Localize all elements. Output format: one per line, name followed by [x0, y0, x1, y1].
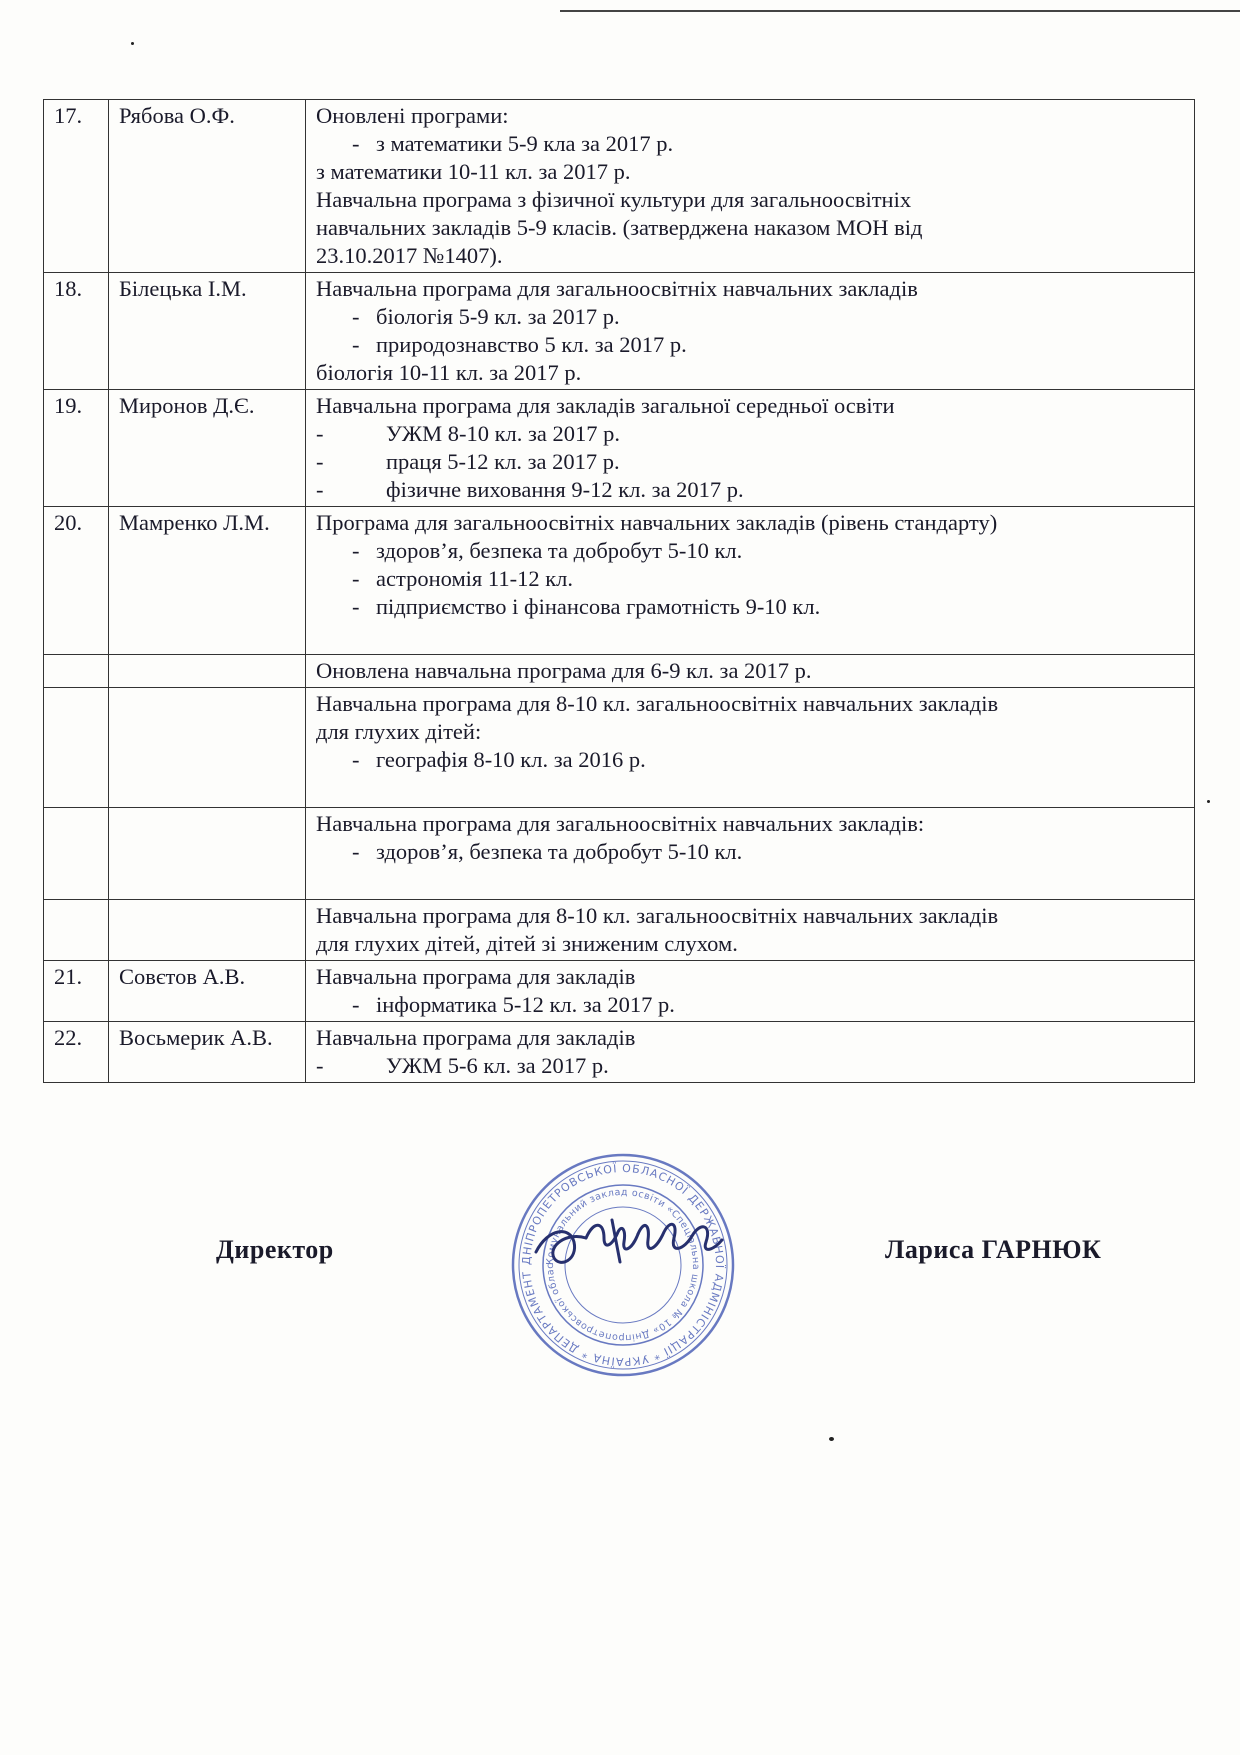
- program-cell: [306, 900, 1195, 961]
- row-number: 21.: [44, 961, 109, 1022]
- program-line: Навчальна програма для 8-10 кл. загальноосвітніх навчальних закладів: [316, 903, 999, 928]
- program-line: Навчальна програма з фізичної культури для загальноосвітніх: [316, 187, 912, 212]
- row-number: 20.: [44, 507, 109, 655]
- director-name: Лариса ГАРНЮК: [885, 1235, 1102, 1264]
- row-number: 18.: [44, 273, 109, 390]
- scan-speck: [829, 1437, 834, 1441]
- dash-bullet: -: [316, 449, 324, 474]
- scan-speck: [1207, 800, 1210, 803]
- dash-bullet: -: [352, 131, 360, 156]
- teacher-name: [109, 808, 306, 900]
- list-item-text: природознавство 5 кл. за 2017 р.: [376, 332, 687, 357]
- list-item-text: УЖМ 8-10 кл. за 2017 р.: [386, 421, 620, 446]
- dash-bullet: -: [316, 1053, 324, 1078]
- program-line: Навчальна програма для закладів: [316, 1025, 636, 1050]
- program-list-item: [316, 593, 1188, 621]
- list-item-text: астрономія 11-12 кл.: [376, 566, 573, 591]
- program-line: 23.10.2017 №1407).: [316, 243, 503, 268]
- dash-bullet: -: [352, 747, 360, 772]
- teacher-name: Восьмерик А.В.: [109, 1022, 306, 1083]
- row-number: [44, 688, 109, 808]
- table-row: [44, 100, 1195, 273]
- program-line: для глухих дітей:: [316, 719, 482, 744]
- table-row: [44, 808, 1195, 900]
- program-line: навчальних закладів 5-9 класів. (затверджена наказом МОН від: [316, 215, 923, 240]
- program-line: Програма для загальноосвітніх навчальних закладів (рівень стандарту): [316, 510, 998, 535]
- list-item-text: інформатика 5-12 кл. за 2017 р.: [376, 992, 675, 1017]
- teacher-name: [109, 900, 306, 961]
- table-row: [44, 507, 1195, 655]
- dash-bullet: -: [352, 332, 360, 357]
- program-cell: [306, 1022, 1195, 1083]
- program-cell: [306, 100, 1195, 273]
- stamp-seal-graphic: [508, 1150, 738, 1380]
- table-row: [44, 273, 1195, 390]
- dash-bullet: -: [352, 538, 360, 563]
- row-number: 17.: [44, 100, 109, 273]
- table-row: [44, 390, 1195, 507]
- program-cell: [306, 273, 1195, 390]
- program-list-item: [316, 565, 1188, 593]
- program-list-item: [316, 1052, 1188, 1080]
- table-row: [44, 961, 1195, 1022]
- program-cell: [306, 390, 1195, 507]
- row-number: 22.: [44, 1022, 109, 1083]
- teacher-name: Рябова О.Ф.: [109, 100, 306, 273]
- program-line: Навчальна програма для загальноосвітніх навчальних закладів: [316, 276, 918, 301]
- scan-edge-line: [560, 10, 1240, 12]
- program-line: Оновлена навчальна програма для 6-9 кл. за 2017 р.: [316, 658, 812, 683]
- program-list-item: [316, 746, 1188, 774]
- program-list-item: [316, 991, 1188, 1019]
- row-number: [44, 808, 109, 900]
- program-line: Навчальна програма для закладів: [316, 964, 636, 989]
- program-line: біологія 10-11 кл. за 2017 р.: [316, 360, 582, 385]
- list-item-text: географія 8-10 кл. за 2016 р.: [376, 747, 646, 772]
- row-number: [44, 900, 109, 961]
- program-cell: [306, 961, 1195, 1022]
- scan-speck: [131, 42, 134, 45]
- program-cell: [306, 655, 1195, 688]
- list-item-text: з математики 5-9 кла за 2017 р.: [376, 131, 674, 156]
- list-item-text: праця 5-12 кл. за 2017 р.: [386, 449, 620, 474]
- dash-bullet: -: [352, 992, 360, 1017]
- program-list-item: [316, 420, 1188, 448]
- dash-bullet: -: [352, 566, 360, 591]
- row-number: 19.: [44, 390, 109, 507]
- table-row: [44, 655, 1195, 688]
- list-item-text: фізичне виховання 9-12 кл. за 2017 р.: [386, 477, 744, 502]
- program-cell: [306, 808, 1195, 900]
- list-item-text: біологія 5-9 кл. за 2017 р.: [376, 304, 620, 329]
- teacher-name: [109, 655, 306, 688]
- list-item-text: УЖМ 5-6 кл. за 2017 р.: [386, 1053, 609, 1078]
- dash-bullet: -: [352, 839, 360, 864]
- row-number: [44, 655, 109, 688]
- teacher-name: Миронов Д.Є.: [109, 390, 306, 507]
- program-line: Навчальна програма для закладів загальної середньої освіти: [316, 393, 895, 418]
- program-list-item: [316, 476, 1188, 504]
- teacher-name: Совєтов А.В.: [109, 961, 306, 1022]
- program-line: Оновлені програми:: [316, 103, 509, 128]
- program-line: для глухих дітей, дітей зі зниженим слухом.: [316, 931, 738, 956]
- table-row: [44, 1022, 1195, 1083]
- svg-text:ДНІПРОПЕТРОВСЬКОЇ ОБЛАСНОЇ ДЕР: ДНІПРОПЕТРОВСЬКОЇ ОБЛАСНОЇ ДЕРЖАВНОЇ АДМІНІСТРАЦІЇ * УКРАЇНА * ДЕПАРТАМЕНТ: [519, 1161, 727, 1369]
- program-list-item: [316, 331, 1188, 359]
- list-item-text: підприємство і фінансова грамотність 9-10 кл.: [376, 594, 821, 619]
- teacher-name: Білецька І.М.: [109, 273, 306, 390]
- program-line: Навчальна програма для 8-10 кл. загальноосвітніх навчальних закладів: [316, 691, 999, 716]
- program-line: з математики 10-11 кл. за 2017 р.: [316, 159, 631, 184]
- dash-bullet: -: [352, 594, 360, 619]
- dash-bullet: -: [316, 421, 324, 446]
- program-list-item: [316, 448, 1188, 476]
- director-title: Директор: [216, 1235, 334, 1264]
- official-stamp: [508, 1150, 738, 1385]
- teacher-name: [109, 688, 306, 808]
- list-item-text: здоров’я, безпека та добробут 5-10 кл.: [376, 839, 743, 864]
- dash-bullet: -: [352, 304, 360, 329]
- table-row: [44, 688, 1195, 808]
- programs-table: [43, 99, 1195, 1083]
- program-list-item: [316, 303, 1188, 331]
- program-cell: [306, 688, 1195, 808]
- program-line: Навчальна програма для загальноосвітніх навчальних закладів:: [316, 811, 925, 836]
- dash-bullet: -: [316, 477, 324, 502]
- program-list-item: [316, 130, 1188, 158]
- list-item-text: здоров’я, безпека та добробут 5-10 кл.: [376, 538, 743, 563]
- table-row: [44, 900, 1195, 961]
- program-list-item: [316, 838, 1188, 866]
- teacher-name: Мамренко Л.М.: [109, 507, 306, 655]
- program-list-item: [316, 537, 1188, 565]
- program-cell: [306, 507, 1195, 655]
- svg-text:Комунальний заклад освіти «Спе: Комунальний заклад освіти «Спеціальна школа № 10» Дніпропетровської облас: [544, 1186, 702, 1344]
